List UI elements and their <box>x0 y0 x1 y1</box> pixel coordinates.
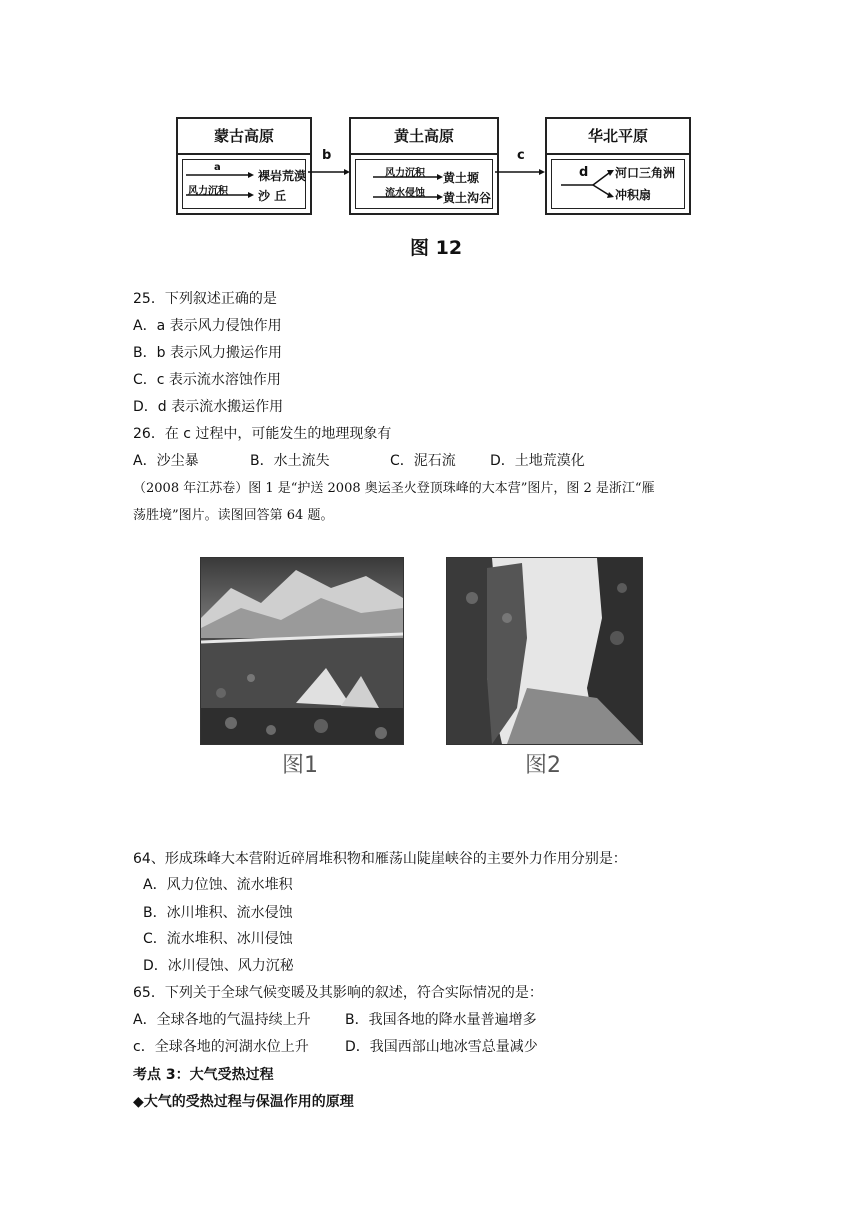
north-china-plain-box <box>545 117 691 215</box>
q26-option-b: B．水土流失 <box>250 453 330 469</box>
photo-2-caption: 图2 <box>525 753 561 778</box>
result-label: 冲积扇 <box>615 188 652 202</box>
q25-option-b: B．b 表示风力搬运作用 <box>133 345 282 361</box>
q64-option-c: C．流水堆积、冰川侵蚀 <box>143 931 293 947</box>
arrow-label-a: a <box>214 162 221 173</box>
link-label-b: b <box>322 148 332 163</box>
result-label: 黄土塬 <box>443 171 480 185</box>
question-64-stem: 64、形成珠峰大本营附近碎屑堆积物和雁荡山陡崖峡谷的主要外力作用分别是： <box>133 851 627 867</box>
q25-option-d: D．d 表示流水搬运作用 <box>133 399 284 415</box>
section-subtitle: ◆大气的受热过程与保温作用的原理 <box>133 1094 354 1110</box>
q64-option-b: B．冰川堆积、流水侵蚀 <box>143 905 293 921</box>
photo-1-caption: 图1 <box>282 753 318 778</box>
question-26-stem: 26．在 c 过程中，可能发生的地理现象有 <box>133 426 392 442</box>
q25-option-c: C．c 表示流水溶蚀作用 <box>133 372 281 388</box>
q65-option-d: D．我国西部山地冰雪总量减少 <box>345 1039 538 1055</box>
figure-caption: 图 12 <box>410 237 463 259</box>
q65-option-b: B．我国各地的降水量普遍增多 <box>345 1012 537 1028</box>
q26-option-a: A．沙尘暴 <box>133 453 199 469</box>
result-label: 沙 丘 <box>258 189 287 203</box>
arrow-label: 风力沉积 <box>385 168 425 179</box>
photo-everest-base-camp <box>200 557 404 745</box>
section-title: 考点 3：大气受热过程 <box>133 1067 274 1083</box>
mongolia-plateau-box <box>176 117 312 215</box>
box-title: 蒙古高原 <box>178 119 310 155</box>
link-label-c: c <box>517 148 525 163</box>
intro-line-2: 荡胜境”图片。读图回答第 64 题。 <box>133 508 334 523</box>
arrow-label: 流水侵蚀 <box>385 188 425 199</box>
question-25-stem: 25．下列叙述正确的是 <box>133 291 277 307</box>
arrow-label: 风力沉积 <box>188 186 228 197</box>
loess-plateau-box <box>349 117 499 215</box>
box-title: 华北平原 <box>547 119 689 155</box>
question-65-stem: 65．下列关于全球气候变暖及其影响的叙述，符合实际情况的是： <box>133 985 543 1001</box>
result-label: 裸岩荒漠 <box>258 169 307 183</box>
result-label: 黄土沟谷 <box>443 191 492 205</box>
intro-line-1: （2008 年江苏卷）图 1 是“护送 2008 奥运圣火登顶珠峰的大本营”图片，图 2 是浙江“雁 <box>133 481 655 496</box>
q65-option-c: c．全球各地的河湖水位上升 <box>133 1039 309 1055</box>
q64-option-d: D．冰川侵蚀、风力沉秘 <box>143 958 294 974</box>
arrow-label-d: d <box>579 165 589 180</box>
q65-option-a: A．全球各地的气温持续上升 <box>133 1012 311 1028</box>
q64-option-a: A．风力位蚀、流水堆积 <box>143 877 293 893</box>
q25-option-a: A．a 表示风力侵蚀作用 <box>133 318 282 334</box>
photo-yandang-gorge <box>446 557 643 745</box>
q26-option-c: C．泥石流 <box>390 453 456 469</box>
box-title: 黄土高原 <box>351 119 497 155</box>
result-label: 河口三角洲 <box>615 166 676 180</box>
q26-option-d: D．土地荒漠化 <box>490 453 585 469</box>
